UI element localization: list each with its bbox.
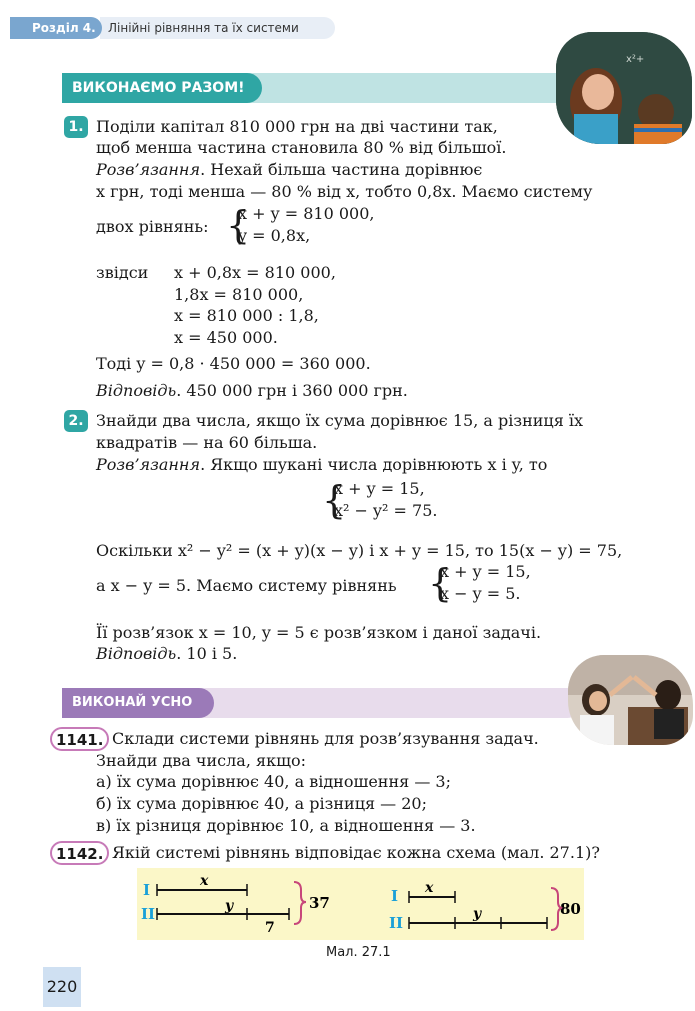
left-label-x: x	[200, 873, 209, 889]
p2-sys1-eq2: x² − y² = 75.	[334, 501, 438, 520]
left-label-7: 7	[265, 920, 275, 936]
together-label: ВИКОНАЄМО РАЗОМ!	[62, 73, 262, 103]
p1-eq3: x = 810 000 : 1,8,	[174, 306, 319, 325]
e1141-line1: Склади системи рівнянь для розв’язування задач.	[112, 729, 539, 748]
right-label-y: y	[473, 906, 482, 922]
p2-line3-text: . Якщо шукані числа дорівнюють x і y, то	[200, 455, 548, 474]
right-total: 80	[560, 900, 581, 918]
solution-label: Розв’язання	[96, 160, 201, 179]
e1141-item-b: б) їх сума дорівнює 40, а різниця — 20;	[96, 794, 427, 813]
p2-line5: а x − y = 5. Маємо систему рівнянь	[96, 576, 397, 595]
p1-line4: x грн, тоді менша — 80 % від x, тобто 0,8x. Маємо систему	[96, 182, 593, 201]
p1-line3-text: . Нехай більша частина дорівнює	[200, 160, 483, 179]
oral-label: ВИКОНАЙ УСНО	[62, 688, 214, 718]
p1-answer-text: . 450 000 грн і 360 000 грн.	[176, 381, 408, 400]
students-photo	[568, 655, 693, 745]
left-row-label-2: II	[141, 905, 156, 923]
section-label: Розділ 4.	[10, 17, 102, 39]
left-label-y: y	[225, 898, 234, 914]
chapter-title: Лінійні рівняння та їх системи	[100, 17, 335, 39]
problem-number-1: 1.	[64, 116, 88, 138]
p1-line3	[96, 159, 482, 181]
p2-line1: Знайди два числа, якщо їх сума дорівнює 15, а різниця їх	[96, 411, 584, 430]
right-label-x: x	[425, 880, 434, 896]
left-brace	[294, 882, 306, 924]
p2-answer-text: . 10 і 5.	[176, 644, 238, 663]
page-number: 220	[43, 967, 81, 1007]
p1-line2: щоб менша частина становила 80 % від більшої.	[96, 138, 507, 157]
p1-sys-eq1: x + y = 810 000,	[238, 204, 375, 223]
p2-line4: Оскільки x² − y² = (x + y)(x − y) і x + y = 15, то 15(x − y) = 75,	[96, 541, 623, 560]
answer-label: Відповідь	[96, 381, 177, 400]
segment-diagrams	[137, 868, 584, 940]
p1-eq1: x + 0,8x = 810 000,	[174, 263, 336, 282]
p2-sys1-eq1: x + y = 15,	[334, 479, 425, 498]
p2-system-2: { x + y = 15, x − y = 5.	[428, 561, 531, 605]
left-row-label-1: I	[143, 881, 151, 899]
classroom-photo	[556, 32, 692, 144]
p1-whence: звідси	[96, 263, 149, 282]
problem-number-2: 2.	[64, 410, 88, 432]
p2-sys2-eq2: x − y = 5.	[440, 584, 521, 603]
svg-text:x²+: x²+	[626, 54, 645, 65]
p1-sys-eq2: y = 0,8x,	[238, 226, 311, 245]
p1-answer	[96, 380, 408, 402]
p1-line1: Поділи капітал 810 000 грн на дві частини так,	[96, 117, 498, 136]
exercise-number-1142: 1142.	[50, 841, 109, 865]
right-row-label-1: I	[391, 887, 399, 905]
left-total: 37	[309, 894, 330, 912]
e1141-item-c: в) їх різниця дорівнює 10, а відношення — 3.	[96, 816, 476, 835]
solution-label-2: Розв’язання	[96, 455, 201, 474]
right-row-label-2: II	[389, 914, 404, 932]
p2-system-1: { x + y = 15, x² − y² = 75.	[322, 478, 438, 522]
figure-caption: Мал. 27.1	[326, 945, 391, 960]
answer-label-2: Відповідь	[96, 644, 177, 663]
p2-line6: Її розв’язок x = 10, y = 5 є розв’язком і даної задачі.	[96, 623, 542, 642]
p1-eq4: x = 450 000.	[174, 328, 278, 347]
p1-line5: двох рівнянь:	[96, 217, 209, 236]
p1-then: Тоді y = 0,8 · 450 000 = 360 000.	[96, 354, 371, 373]
exercise-number-1141: 1141.	[50, 727, 109, 751]
p2-line3	[96, 454, 547, 476]
p1-eq2: 1,8x = 810 000,	[174, 285, 304, 304]
p1-system: { x + y = 810 000, y = 0,8x,	[226, 203, 375, 247]
p2-line2: квадратів — на 60 більша.	[96, 433, 318, 452]
e1141-line2: Знайди два числа, якщо:	[96, 751, 306, 770]
e1141-item-a: а) їх сума дорівнює 40, а відношення — 3;	[96, 772, 451, 791]
p2-answer	[96, 643, 237, 665]
p2-sys2-eq1: x + y = 15,	[440, 562, 531, 581]
e1142-line1: Якій системі рівнянь відповідає кожна схема (мал. 27.1)?	[112, 843, 600, 862]
